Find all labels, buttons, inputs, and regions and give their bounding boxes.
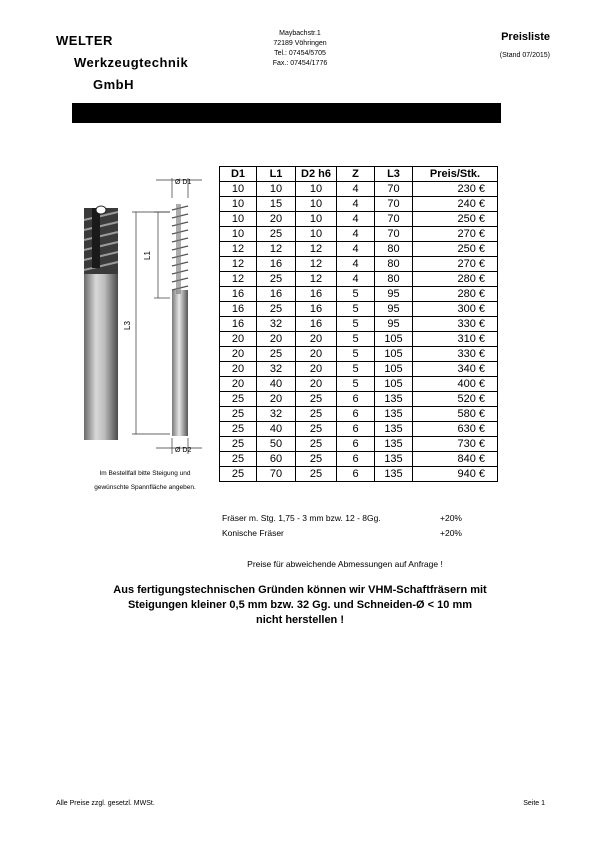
- cell-price: 280 €: [413, 287, 498, 302]
- table-row: [220, 302, 498, 317]
- dimension-label-d2: Ø D2: [175, 447, 192, 454]
- table-header-row: [220, 167, 498, 182]
- table-row: [220, 347, 498, 362]
- table-row: [220, 257, 498, 272]
- cell-l3: 80: [375, 257, 413, 272]
- cell-d2: 25: [296, 437, 337, 452]
- cell-z: 5: [337, 287, 375, 302]
- dimension-label-l1: L1: [143, 251, 152, 260]
- thread-mill-image: [72, 170, 216, 462]
- cell-price: 840 €: [413, 452, 498, 467]
- cell-l1: 32: [257, 407, 296, 422]
- cell-d2: 12: [296, 242, 337, 257]
- cell-price: 240 €: [413, 197, 498, 212]
- cell-l3: 135: [375, 407, 413, 422]
- table-row: [220, 437, 498, 452]
- cell-price: 250 €: [413, 212, 498, 227]
- header-divider-bar: [72, 103, 501, 123]
- cell-l1: 32: [257, 317, 296, 332]
- col-header-d1: D1: [220, 167, 257, 182]
- table-row: [220, 452, 498, 467]
- cell-d1: 12: [220, 272, 257, 287]
- caption-line1: Im Bestellfall bitte Steigung und: [99, 470, 191, 477]
- cell-l1: 25: [257, 347, 296, 362]
- cell-l1: 40: [257, 377, 296, 392]
- company-address: [250, 29, 350, 69]
- cell-d2: 10: [296, 212, 337, 227]
- cell-z: 5: [337, 377, 375, 392]
- table-row: [220, 332, 498, 347]
- page-number: Seite 1: [523, 800, 545, 807]
- caption-line2: gewünschte Spannfläche angeben.: [94, 484, 196, 491]
- cell-l3: 105: [375, 347, 413, 362]
- footer-vat-note: Alle Preise zzgl. gesetzl. MWSt.: [56, 800, 155, 807]
- company-name-line2: Werkzeugtechnik: [74, 55, 189, 70]
- cell-l3: 80: [375, 242, 413, 257]
- cell-l1: 40: [257, 422, 296, 437]
- col-header-l3: L3: [375, 167, 413, 182]
- cell-price: 300 €: [413, 302, 498, 317]
- table-row: [220, 422, 498, 437]
- cell-price: 330 €: [413, 347, 498, 362]
- cell-price: 330 €: [413, 317, 498, 332]
- cell-l3: 135: [375, 437, 413, 452]
- dimension-label-l3: L3: [123, 321, 132, 330]
- surcharge-value: +20%: [440, 528, 462, 538]
- cell-l3: 70: [375, 227, 413, 242]
- cell-z: 5: [337, 347, 375, 362]
- cell-d2: 16: [296, 317, 337, 332]
- cell-z: 4: [337, 212, 375, 227]
- page-title: Preisliste: [501, 31, 550, 43]
- cell-l1: 20: [257, 332, 296, 347]
- price-table: [219, 166, 498, 482]
- cell-l1: 12: [257, 242, 296, 257]
- cell-price: 250 €: [413, 242, 498, 257]
- dimension-label-d1: Ø D1: [175, 179, 192, 186]
- cell-l3: 105: [375, 377, 413, 392]
- cell-price: 340 €: [413, 362, 498, 377]
- cell-price: 270 €: [413, 257, 498, 272]
- cell-d2: 10: [296, 227, 337, 242]
- cell-z: 6: [337, 452, 375, 467]
- cell-l1: 50: [257, 437, 296, 452]
- table-row: [220, 392, 498, 407]
- address-phone: Tel.: 07454/5705: [274, 50, 326, 57]
- cell-l1: 25: [257, 227, 296, 242]
- cell-d1: 10: [220, 227, 257, 242]
- cell-d1: 20: [220, 362, 257, 377]
- surcharge-label: Fräser m. Stg. 1,75 - 3 mm bzw. 12 - 8Gg.: [222, 513, 381, 523]
- table-row: [220, 272, 498, 287]
- cell-l1: 15: [257, 197, 296, 212]
- table-row: [220, 242, 498, 257]
- cell-price: 270 €: [413, 227, 498, 242]
- cell-d2: 20: [296, 332, 337, 347]
- cell-z: 5: [337, 332, 375, 347]
- cell-z: 6: [337, 437, 375, 452]
- cell-z: 6: [337, 467, 375, 482]
- cell-z: 6: [337, 422, 375, 437]
- table-row: [220, 287, 498, 302]
- cell-d2: 20: [296, 362, 337, 377]
- cell-d2: 16: [296, 302, 337, 317]
- cell-l3: 135: [375, 467, 413, 482]
- cell-d1: 16: [220, 287, 257, 302]
- col-header-z: Z: [337, 167, 375, 182]
- cell-z: 5: [337, 362, 375, 377]
- cell-d1: 10: [220, 212, 257, 227]
- table-row: [220, 362, 498, 377]
- cell-price: 520 €: [413, 392, 498, 407]
- cell-z: 4: [337, 227, 375, 242]
- cell-l1: 25: [257, 302, 296, 317]
- col-header-d2: D2 h6: [296, 167, 337, 182]
- cell-d2: 12: [296, 272, 337, 287]
- cell-l1: 60: [257, 452, 296, 467]
- company-name-line3: GmbH: [93, 77, 134, 92]
- company-name: WELTER: [56, 33, 113, 48]
- cell-l3: 135: [375, 392, 413, 407]
- cell-d2: 10: [296, 197, 337, 212]
- table-row: [220, 317, 498, 332]
- warning-line3: nicht herstellen !: [255, 614, 345, 626]
- cell-d1: 20: [220, 377, 257, 392]
- cell-l3: 70: [375, 182, 413, 197]
- cell-l1: 70: [257, 467, 296, 482]
- cell-d1: 20: [220, 332, 257, 347]
- cell-d1: 16: [220, 317, 257, 332]
- cell-d2: 25: [296, 407, 337, 422]
- cell-z: 6: [337, 407, 375, 422]
- cell-z: 5: [337, 302, 375, 317]
- cell-z: 4: [337, 197, 375, 212]
- cell-l3: 105: [375, 362, 413, 377]
- cell-l1: 20: [257, 212, 296, 227]
- cell-l1: 25: [257, 272, 296, 287]
- cell-d2: 16: [296, 287, 337, 302]
- cell-d1: 16: [220, 302, 257, 317]
- cell-l1: 32: [257, 362, 296, 377]
- cell-l1: 16: [257, 287, 296, 302]
- cell-d2: 25: [296, 422, 337, 437]
- cell-l3: 70: [375, 212, 413, 227]
- cell-l3: 135: [375, 452, 413, 467]
- surcharge-label: Konische Fräser: [222, 528, 284, 538]
- cell-d1: 25: [220, 437, 257, 452]
- cell-l3: 95: [375, 287, 413, 302]
- table-row: [220, 227, 498, 242]
- cell-d1: 12: [220, 257, 257, 272]
- cell-z: 6: [337, 392, 375, 407]
- cell-d1: 25: [220, 407, 257, 422]
- cell-l3: 135: [375, 422, 413, 437]
- cell-d1: 25: [220, 392, 257, 407]
- cell-z: 4: [337, 257, 375, 272]
- manufacturing-warning: [80, 583, 520, 628]
- col-header-price: Preis/Stk.: [413, 167, 498, 182]
- cell-l3: 95: [375, 302, 413, 317]
- table-row: [220, 377, 498, 392]
- cell-l3: 80: [375, 272, 413, 287]
- cell-d1: 20: [220, 347, 257, 362]
- cell-d2: 20: [296, 347, 337, 362]
- col-header-l1: L1: [257, 167, 296, 182]
- cell-price: 730 €: [413, 437, 498, 452]
- cell-d2: 25: [296, 392, 337, 407]
- table-row: [220, 467, 498, 482]
- cell-l3: 70: [375, 197, 413, 212]
- cell-price: 310 €: [413, 332, 498, 347]
- warning-line1: Aus fertigungstechnischen Gründen können wir VHM-Schaftfräsern mit: [113, 584, 487, 596]
- image-caption: [72, 467, 218, 495]
- cell-l1: 10: [257, 182, 296, 197]
- cell-l1: 16: [257, 257, 296, 272]
- cell-d1: 12: [220, 242, 257, 257]
- cell-d1: 25: [220, 452, 257, 467]
- cell-z: 4: [337, 182, 375, 197]
- cell-price: 630 €: [413, 422, 498, 437]
- surcharge-value: +20%: [440, 513, 462, 523]
- cell-d2: 20: [296, 377, 337, 392]
- cell-l3: 105: [375, 332, 413, 347]
- address-fax: Fax.: 07454/1776: [272, 60, 328, 67]
- table-row: [220, 197, 498, 212]
- warning-line2: Steigungen kleiner 0,5 mm bzw. 32 Gg. und Schneiden-Ø < 10 mm: [127, 599, 473, 611]
- cell-d1: 25: [220, 422, 257, 437]
- cell-d2: 25: [296, 452, 337, 467]
- cell-d1: 10: [220, 182, 257, 197]
- cell-d2: 10: [296, 182, 337, 197]
- cell-d2: 25: [296, 467, 337, 482]
- cell-price: 400 €: [413, 377, 498, 392]
- cell-z: 4: [337, 242, 375, 257]
- cell-d2: 12: [296, 257, 337, 272]
- cell-d1: 10: [220, 197, 257, 212]
- cell-z: 5: [337, 317, 375, 332]
- cell-d1: 25: [220, 467, 257, 482]
- price-list-date: (Stand 07/2015): [499, 52, 550, 59]
- cell-price: 280 €: [413, 272, 498, 287]
- cell-z: 4: [337, 272, 375, 287]
- table-row: [220, 212, 498, 227]
- address-street: Maybachstr.1: [279, 30, 321, 37]
- table-row: [220, 182, 498, 197]
- cell-l3: 95: [375, 317, 413, 332]
- address-city: 72189 Vöhringen: [273, 40, 327, 47]
- request-note: Preise für abweichende Abmessungen auf Anfrage !: [247, 559, 443, 569]
- cell-price: 940 €: [413, 467, 498, 482]
- cell-l1: 20: [257, 392, 296, 407]
- cell-price: 580 €: [413, 407, 498, 422]
- cell-price: 230 €: [413, 182, 498, 197]
- table-row: [220, 407, 498, 422]
